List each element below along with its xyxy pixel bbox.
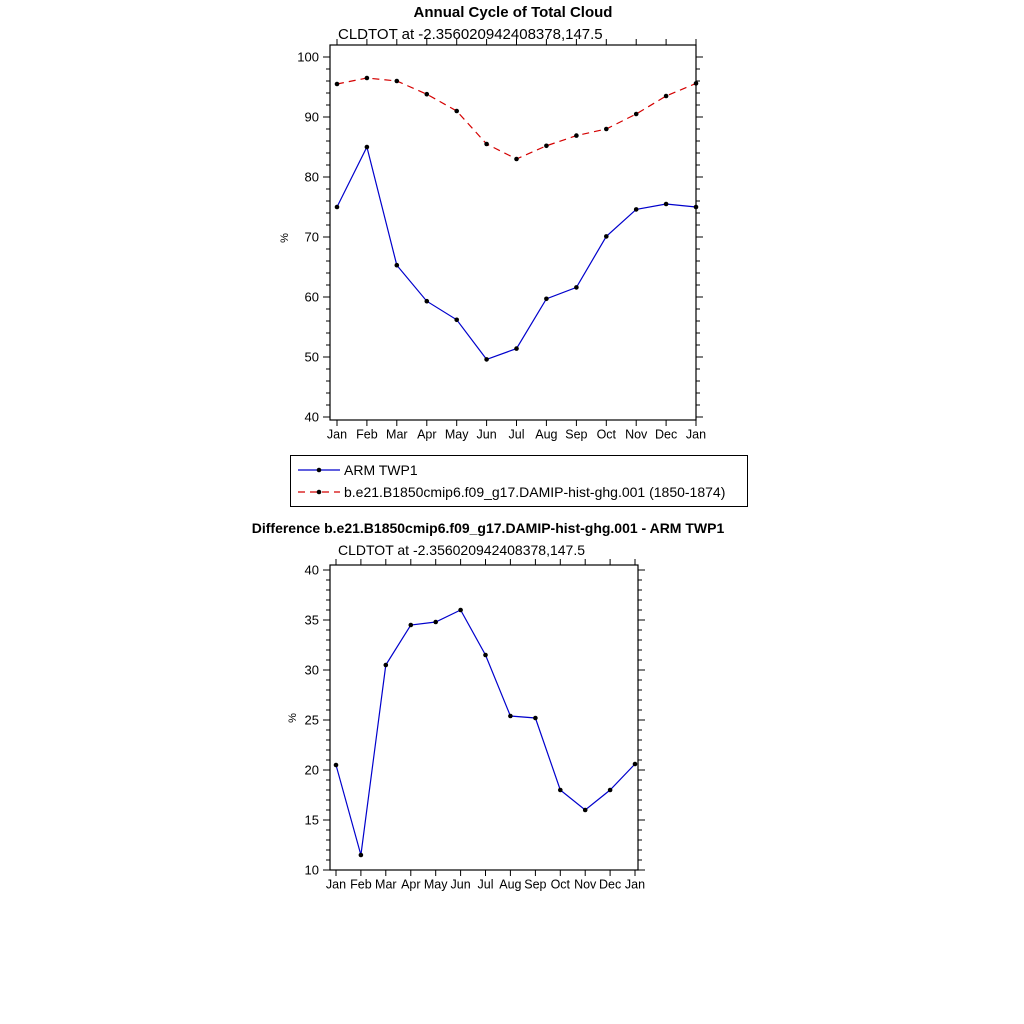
data-point-marker [558,788,563,793]
y-tick-label: 70 [304,229,319,245]
x-tick-label: Sep [524,877,547,892]
legend-marker [317,468,322,473]
x-tick-label: May [423,877,448,892]
legend-label-model-run: b.e21.B1850cmip6.f09_g17.DAMIP-hist-ghg.001 (1850-1874) [344,484,726,500]
data-point-marker [694,205,699,210]
data-point-marker [425,299,430,304]
chart-annual-cycle [279,39,706,442]
data-point-marker [409,623,414,628]
data-point-marker [384,663,389,668]
y-tick-label: 50 [304,349,319,365]
data-point-marker [633,762,638,767]
x-tick-label: Jul [508,427,525,442]
data-point-marker [359,853,364,858]
data-point-marker [454,109,459,114]
data-point-marker [514,346,519,351]
data-point-marker [634,112,639,117]
chart2-title: Difference b.e21.B1850cmip6.f09_g17.DAMIP-hist-ghg.001 - ARM TWP1 [251,520,725,536]
y-tick-label: 100 [297,49,319,65]
data-point-marker [544,297,549,302]
x-tick-label: Nov [574,877,597,892]
data-point-marker [365,76,370,81]
x-tick-label: Nov [625,427,648,442]
series-line-arm-twp1 [337,147,696,359]
legend-line-sample-dashed [296,484,342,500]
x-tick-label: Oct [596,427,617,442]
data-point-marker [335,82,340,87]
legend-line-sample-solid [296,462,342,478]
data-point-marker [425,92,430,97]
data-point-marker [574,133,579,138]
x-tick-label: Apr [417,427,437,442]
data-point-marker [533,716,538,721]
x-tick-label: Apr [401,877,421,892]
x-tick-label: Mar [375,877,397,892]
chart1-title: Annual Cycle of Total Cloud [413,4,613,21]
x-tick-label: Dec [598,877,622,892]
data-point-marker [433,620,438,625]
data-point-marker [634,207,639,212]
legend-label-arm-twp1: ARM TWP1 [344,462,418,478]
x-tick-label: Jun [450,877,471,892]
data-point-marker [583,808,588,813]
plot-frame [330,565,638,870]
data-point-marker [508,714,513,719]
data-point-marker [484,357,489,362]
y-axis-label: % [287,713,299,723]
x-tick-label: Sep [565,427,588,442]
x-tick-label: Jan [325,877,347,892]
x-tick-label: Dec [654,427,678,442]
data-point-marker [664,202,669,207]
data-point-marker [694,81,699,86]
x-tick-label: Jan [624,877,646,892]
plot-frame [330,45,696,420]
data-point-marker [608,788,613,793]
x-tick-label: May [444,427,469,442]
data-point-marker [604,234,609,239]
data-point-marker [544,144,549,149]
data-point-marker [334,763,339,768]
data-point-marker [335,205,340,210]
data-point-marker [574,285,579,290]
legend-item-model-run [296,481,742,503]
y-tick-label: 15 [304,812,319,828]
x-tick-label: Mar [386,427,408,442]
x-tick-label: Jul [477,877,494,892]
chart1-subtitle: CLDTOT at -2.356020942408378,147.5 [338,26,603,43]
data-point-marker [484,142,489,147]
chart-difference [287,559,645,892]
data-point-marker [395,79,400,84]
data-point-marker [664,94,669,99]
series-line-b-e21-b1850cmip6-f09-g17-damip-h [337,78,696,159]
data-point-marker [365,145,370,150]
data-point-marker [483,653,488,658]
legend-item-arm-twp1 [296,459,742,481]
data-point-marker [514,157,519,162]
legend-marker [317,490,322,495]
x-tick-label: Feb [356,427,378,442]
series-line-difference [336,610,635,855]
x-tick-label: Jun [476,427,497,442]
y-tick-label: 40 [304,409,319,425]
x-tick-label: Jan [685,427,707,442]
data-point-marker [395,263,400,268]
x-tick-label: Aug [499,877,522,892]
y-tick-label: 40 [304,562,319,578]
y-tick-label: 80 [304,169,319,185]
legend-box [290,455,748,507]
y-tick-label: 25 [304,712,319,728]
data-point-marker [454,318,459,323]
y-tick-label: 20 [304,762,319,778]
y-tick-label: 60 [304,289,319,305]
y-tick-label: 30 [304,662,319,678]
data-point-marker [458,608,463,613]
chart2-subtitle: CLDTOT at -2.356020942408378,147.5 [338,542,586,558]
x-tick-label: Oct [550,877,571,892]
y-tick-label: 10 [304,862,319,878]
y-tick-label: 90 [304,109,319,125]
x-tick-label: Aug [535,427,558,442]
data-point-marker [604,127,609,132]
y-axis-label: % [279,233,291,243]
x-tick-label: Jan [326,427,348,442]
x-tick-label: Feb [350,877,372,892]
y-tick-label: 35 [304,612,319,628]
